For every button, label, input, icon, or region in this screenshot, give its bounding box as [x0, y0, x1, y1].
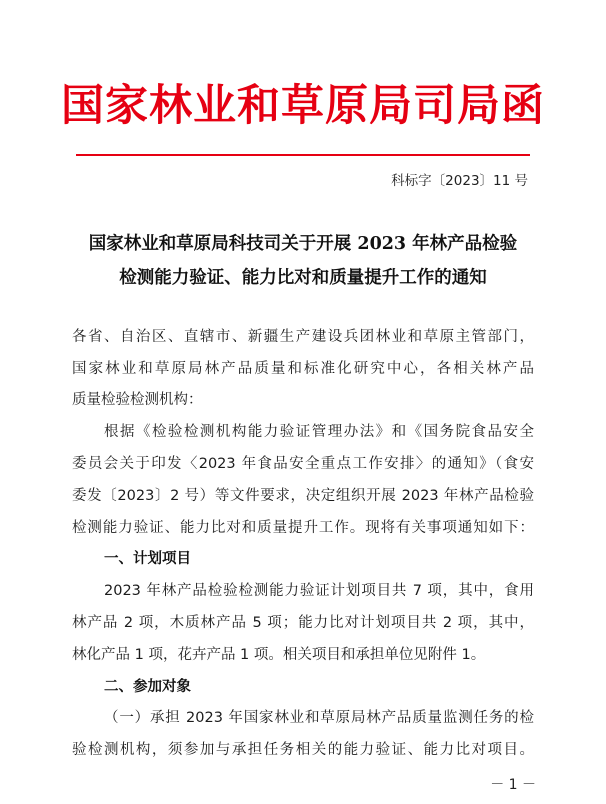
paragraph-line: 林产品 2 项，木质林产品 5 项；能力比对计划项目共 2 项，其中， [72, 615, 534, 631]
document-heading-line-2: 检测能力验证、能力比对和质量提升工作的通知 [119, 268, 487, 288]
addressee-line: 质量检验检测机构： [72, 392, 203, 408]
addressee-line: 各省、自治区、直辖市、新疆生产建设兵团林业和草原主管部门， [72, 329, 534, 345]
section-title-participants: 二、参加对象 [104, 679, 191, 695]
paragraph-line: 2023 年林产品检验检测能力验证计划项目共 7 项，其中，食用 [104, 583, 534, 599]
paragraph-line: 验检测机构，须参加与承担任务相关的能力验证、能力比对项目。 [72, 742, 534, 758]
letterhead-title: 国家林业和草原局司局函 [61, 81, 545, 131]
page-number: － 1 － [490, 777, 536, 793]
document-heading-line-1: 国家林业和草原局科技司关于开展 2023 年林产品检验 [88, 234, 518, 254]
letterhead-red-rule [76, 154, 530, 156]
paragraph-line: 检测能力验证、能力比对和质量提升工作。现将有关事项通知如下： [72, 520, 534, 536]
paragraph-line: （一）承担 2023 年国家林业和草原局林产品质量监测任务的检 [104, 710, 534, 726]
paragraph-line: 委员会关于印发〈2023 年食品安全重点工作安排〉的通知》（食安 [72, 456, 534, 472]
section-title-plan-items: 一、计划项目 [104, 551, 191, 567]
paragraph-line: 林化产品 1 项，花卉产品 1 项。相关项目和承担单位见附件 1。 [72, 647, 486, 663]
paragraph-line: 根据《检验检测机构能力验证管理办法》和《国务院食品安全 [104, 424, 534, 440]
document-number: 科标字〔2023〕11 号 [391, 173, 528, 189]
addressee-line: 国家林业和草原局林产品质量和标准化研究中心，各相关林产品 [72, 361, 534, 377]
paragraph-line: 委发〔2023〕2 号）等文件要求，决定组织开展 2023 年林产品检验 [72, 488, 534, 504]
